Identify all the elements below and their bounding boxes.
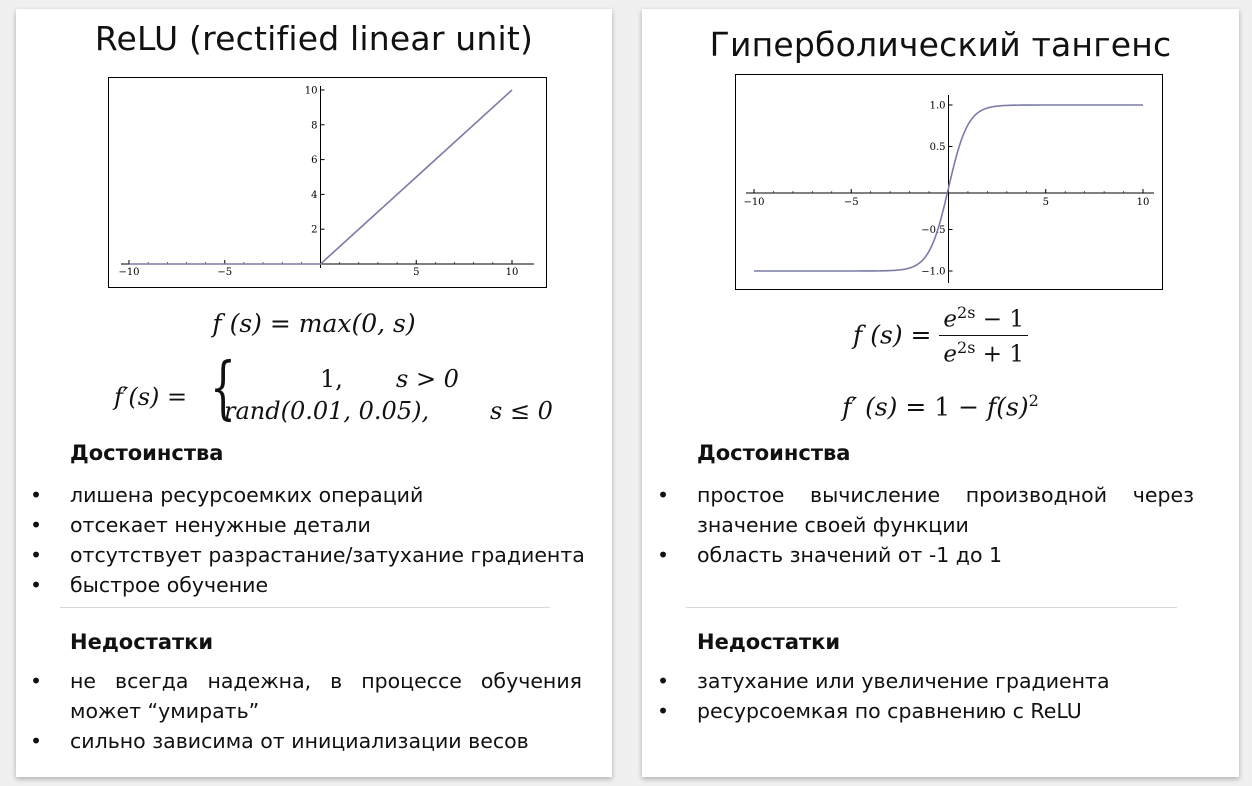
x-tick-label: 10	[1136, 197, 1150, 208]
y-tick-label: 1.0	[929, 100, 946, 112]
y-tick-label: 10	[304, 85, 318, 97]
x-tick-label: 5	[413, 267, 420, 278]
relu-case2-value: rand(0.01, 0.05),	[224, 397, 430, 425]
relu-chart	[108, 77, 547, 288]
tanh-title: Гиперболический тангенс	[709, 25, 1172, 64]
relu-case1-cond: s > 0	[396, 365, 459, 393]
relu-advantages-list	[70, 480, 592, 600]
list-item: • отсекает ненужные детали	[70, 510, 592, 540]
relu-case2-cond: s ≤ 0	[490, 397, 553, 425]
tanh-denominator: $e^{2s} + 1$	[943, 337, 1024, 368]
list-item: • ресурсоемкая по сравнению с ReLU	[697, 696, 1197, 726]
relu-disadvantages-heading: Недостатки	[70, 630, 214, 654]
tanh-disadvantages-heading: Недостатки	[697, 630, 841, 654]
list-item: • отсутствует разрастание/затухание градиента	[70, 540, 592, 570]
list-item: • область значений от -1 до 1	[697, 540, 1194, 570]
tanh-card	[642, 9, 1239, 777]
list-item: • простое вычисление производной через значение своей функции	[697, 480, 1194, 540]
x-tick-label: −5	[217, 267, 233, 278]
y-tick-label: 2	[311, 224, 318, 236]
relu-derivative-lhs: f′(s) =	[114, 383, 188, 411]
tanh-numerator: $e^{2s} - 1$	[939, 303, 1028, 336]
x-tick-label: −10	[743, 197, 765, 208]
tanh-advantages-list	[697, 480, 1194, 570]
tanh-chart-svg	[736, 75, 1162, 289]
y-tick-label: 6	[311, 155, 318, 167]
y-tick-label: 4	[311, 189, 318, 201]
x-tick-label: −5	[843, 197, 859, 208]
tanh-disadvantages-list	[697, 666, 1197, 726]
tanh-formula-lhs: f (s) =	[853, 320, 932, 350]
list-item: • сильно зависима от инициализации весов	[70, 726, 582, 756]
relu-disadvantages-list	[70, 666, 582, 756]
list-item: • быстрое обучение	[70, 570, 592, 600]
relu-formula	[16, 309, 612, 338]
tanh-fraction	[939, 303, 1028, 367]
tanh-chart	[735, 74, 1163, 290]
relu-chart-svg	[109, 78, 546, 287]
relu-formula-text: f (s) = max(0, s)	[212, 309, 416, 338]
x-tick-label: 5	[1042, 197, 1049, 208]
y-tick-label: 0.5	[929, 142, 946, 153]
list-item: • не всегда надежна, в процессе обучения может “умирать”	[70, 666, 582, 726]
y-tick-label: −0.5	[921, 225, 946, 236]
relu-divider	[60, 607, 550, 608]
tanh-advantages-heading: Достоинства	[697, 441, 851, 465]
list-item: • затухание или увеличение градиента	[697, 666, 1197, 696]
relu-card	[16, 9, 612, 777]
relu-derivative-brace: {	[210, 349, 236, 428]
y-tick-label: −1.0	[921, 266, 946, 278]
tanh-derivative: f′ $(s) = 1 - f(s)^2$	[842, 391, 1039, 422]
relu-title: ReLU (rectified linear unit)	[94, 19, 534, 58]
list-item: • лишена ресурсоемких операций	[70, 480, 592, 510]
tanh-divider	[686, 607, 1177, 608]
y-tick-label: 8	[311, 120, 318, 132]
x-tick-label: −10	[118, 267, 140, 278]
relu-advantages-heading: Достоинства	[70, 441, 224, 465]
x-tick-label: 10	[505, 267, 519, 278]
tanh-formula	[642, 303, 1239, 367]
relu-case1-value: 1,	[320, 365, 343, 393]
